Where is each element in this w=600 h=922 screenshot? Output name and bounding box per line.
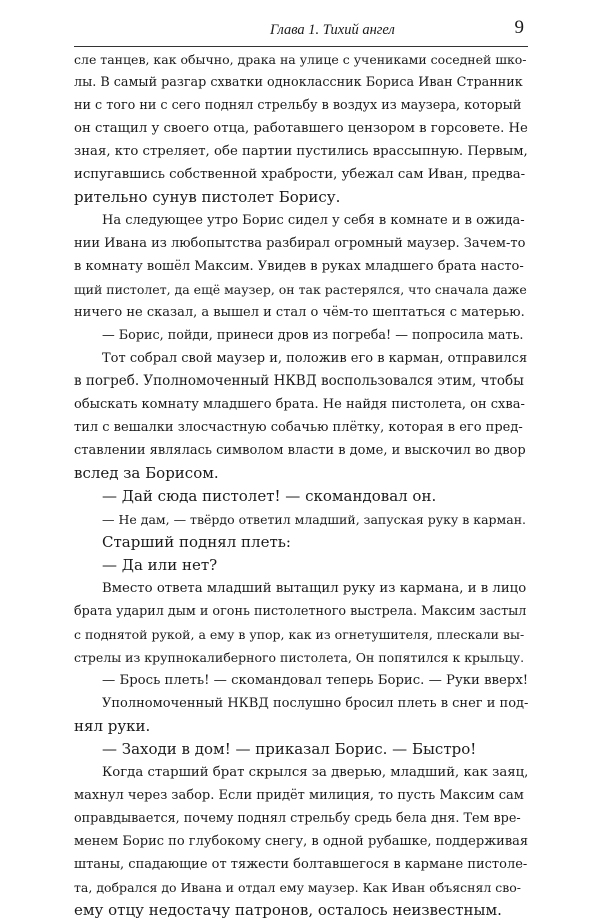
text-line: он стащил у своего отца, работавшего цензором в горсовете. Не: [74, 121, 528, 136]
text-line: — Не дам, — твёрдо ответил младший, запуская руку в карман.: [102, 512, 526, 527]
page-number: 9: [514, 17, 524, 38]
text-line: штаны, спадающие от тяжести болтавшегося в кармане пистоле-: [74, 857, 528, 872]
text-line: — Заходи в дом! — приказал Борис. — Быстро!: [102, 740, 477, 758]
chapter-title: Глава 1. Тихий ангел: [270, 22, 395, 38]
text-line: — Борис, пойди, принеси дров из погреба! — попросила мать.: [102, 328, 524, 343]
running-header: [74, 17, 528, 47]
text-line: обыскать комнату младшего брата. Не найдя пистолета, он схва-: [74, 397, 525, 412]
text-line: Тот собрал свой маузер и, положив его в карман, отправился: [102, 351, 528, 366]
text-line: — Да или нет?: [102, 556, 218, 574]
text-line: зная, кто стреляет, обе партии пустились врассыпную. Первым,: [74, 144, 528, 159]
text-line: Старший поднял плеть:: [102, 533, 291, 551]
text-line: в комнату вошёл Максим. Увидев в руках младшего брата насто-: [74, 259, 524, 274]
text-line: лы. В самый разгар схватки одноклассник Бориса Иван Странник: [74, 75, 523, 90]
text-line: тил с вешалки злосчастную собачью плётку, которая в его пред-: [74, 420, 523, 435]
text-line: рительно сунув пистолет Борису.: [74, 188, 341, 206]
text-line: менем Борис по глубокому снегу, в одной рубашке, поддерживая: [74, 834, 529, 849]
text-line: — Дай сюда пистолет! — скомандовал он.: [102, 487, 437, 505]
text-line: Когда старший брат скрылся за дверью, младший, как заяц,: [102, 765, 529, 780]
text-line: ни с того ни с сего поднял стрельбу в воздух из маузера, который: [74, 98, 522, 113]
text-line: ставлении являлась символом власти в доме, и выскочил во двор: [74, 443, 526, 458]
text-line: — Брось плеть! — скомандовал теперь Борис. — Руки вверх!: [102, 673, 529, 688]
text-line: нии Ивана из любопытства разбирал огромный маузер. Зачем-то: [74, 236, 526, 251]
body-text: [74, 48, 528, 922]
text-line: испугавшись собственной храбрости, убежал сам Иван, предва-: [74, 167, 526, 182]
text-line: вслед за Борисом.: [74, 464, 219, 482]
text-line: Вместо ответа младший вытащил руку из кармана, и в лицо: [102, 581, 527, 596]
text-line: та, добрался до Ивана и отдал ему маузер. Как Иван объяснял сво-: [74, 880, 522, 895]
text-line: махнул через забор. Если придёт милиция, то пусть Максим сам: [74, 788, 524, 803]
text-line: ничего не сказал, а вышел и стал о чём-то шептаться с матерью.: [74, 305, 525, 320]
text-line: оправдывается, почему поднял стрельбу средь бела дня. Тем вре-: [74, 811, 521, 826]
text-line: сле танцев, как обычно, драка на улице с учениками соседней шко-: [74, 52, 527, 67]
text-line: с поднятой рукой, а ему в упор, как из огнетушителя, плескали вы-: [74, 627, 525, 642]
text-line: На следующее утро Борис сидел у себя в комнате и в ожида-: [102, 213, 525, 228]
text-line: Уполномоченный НКВД послушно бросил плеть в снег и под-: [102, 696, 529, 711]
text-line: щий пистолет, да ещё маузер, он так растерялся, что сначала даже: [74, 282, 527, 297]
text-line: брата ударил дым и огонь пистолетного выстрела. Максим застыл: [74, 604, 527, 619]
text-line: нял руки.: [74, 717, 151, 735]
text-line: стрелы из крупнокалиберного пистолета, Он попятился к крыльцу.: [74, 650, 525, 665]
text-line: ему отцу недостачу патронов, осталось неизвестным.: [74, 901, 502, 919]
text-line: в погреб. Уполномоченный НКВД воспользовался этим, чтобы: [74, 373, 524, 389]
